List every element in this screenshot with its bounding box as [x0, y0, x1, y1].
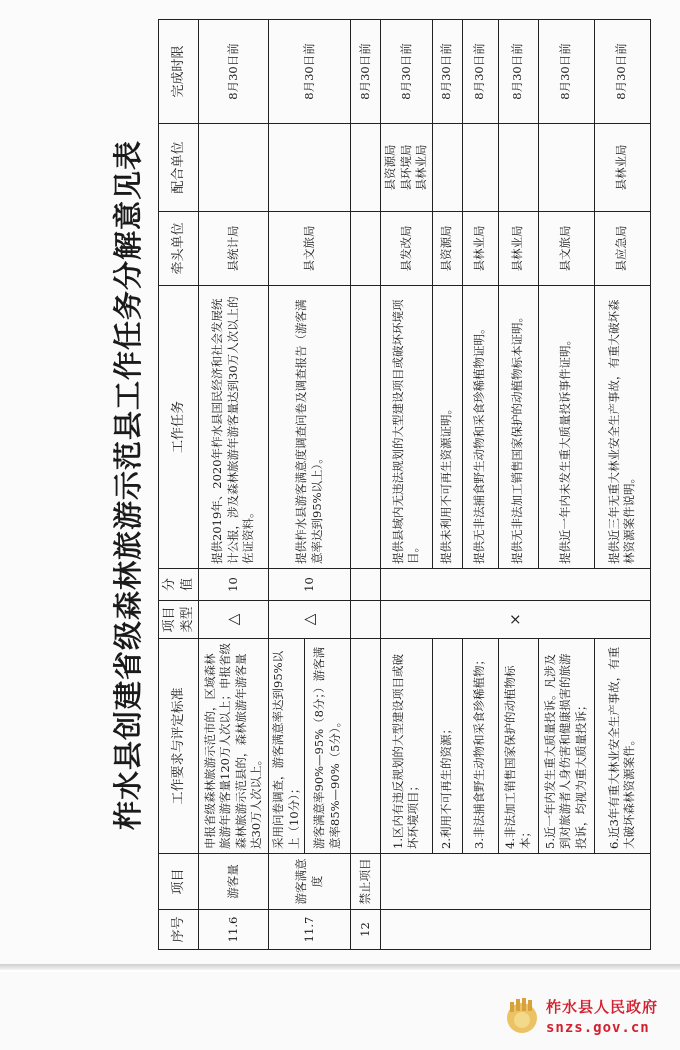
cell-requirement: 6.近3年有重大林业安全生产事故，有重大破坏森林资源案件。: [594, 639, 650, 854]
cell-deadline: 8月30日前: [199, 20, 269, 124]
task-table: [158, 19, 651, 950]
cell-task: 提供柞水县游客满意度调查问卷及调查报告（游客满意率达到95%以上）。: [269, 286, 351, 569]
header-task: 工作任务: [159, 286, 199, 569]
cell-requirement: 申报省级森林旅游示范市的，区域森林旅游年游客量120万人次以上；申报省级森林旅游示范县的，森林旅游年游客量达30万人次以上。: [199, 639, 269, 854]
cell-no: 11.7: [269, 910, 351, 950]
table-row: [351, 20, 381, 950]
cell-task: 提供近三年无重大林业安全生产事故，有重大破坏森林资源案件说明。: [594, 286, 650, 569]
cell-lead: 县发改局: [381, 212, 433, 286]
cell-item: 禁止项目: [351, 854, 381, 910]
cell-coop: [351, 124, 381, 212]
cell-lead: [351, 212, 381, 286]
cell-type: [351, 601, 381, 639]
header-type: 项目类型: [159, 601, 199, 639]
cell-item-empty: [381, 854, 651, 910]
cell-coop: [199, 124, 269, 212]
cell-lead: 县应急局: [594, 212, 650, 286]
watermark-url: snzs.gov.cn: [546, 1020, 650, 1036]
cell-task: 提供县域内无违法规划的大型建设项目或破坏环境项目。: [381, 286, 433, 569]
header-item: 项目: [159, 854, 199, 910]
cell-score: 10: [269, 569, 351, 601]
table-row: [538, 20, 594, 950]
table-header-row: [159, 20, 199, 950]
cell-deadline: 8月30日前: [351, 20, 381, 124]
cell-deadline: 8月30日前: [594, 20, 650, 124]
cell-requirement: 游客满意率90%—95%（8分；）游客满意率85%—90%（5分）。: [305, 639, 351, 854]
cell-requirement: 4.非法加工销售国家保护的动植物标本；: [498, 639, 538, 854]
header-lead: 牵头单位: [159, 212, 199, 286]
cell-deadline: 8月30日前: [498, 20, 538, 124]
cell-coop: [432, 124, 462, 212]
cell-type: ×: [381, 601, 651, 639]
cell-deadline: 8月30日前: [269, 20, 351, 124]
cell-task: 提供近一年内未发生重大质量投诉事件证明。: [538, 286, 594, 569]
cell-item: 游客量: [199, 854, 269, 910]
cell-item: 游客满意度: [269, 854, 351, 910]
cell-type: △: [199, 601, 269, 639]
cell-type: △: [269, 601, 351, 639]
table-row: [498, 20, 538, 950]
header-score: 分值: [159, 569, 199, 601]
cell-lead: 县统计局: [199, 212, 269, 286]
cell-lead: 县林业局: [462, 212, 498, 286]
cell-score: 10: [199, 569, 269, 601]
cell-deadline: 8月30日前: [538, 20, 594, 124]
header-coop: 配合单位: [159, 124, 199, 212]
cell-task: 提供未利用不可再生资源证明。: [432, 286, 462, 569]
cell-requirement: 2.利用不可再生的资源；: [432, 639, 462, 854]
cell-task: 提供无非法捕食野生动物和采食珍稀植物证明。: [462, 286, 498, 569]
cell-coop: [498, 124, 538, 212]
cell-task: [351, 286, 381, 569]
cell-requirement: 5.近一年内发生重大质量投诉。凡涉及到对旅游者人身伤害和健康损害的旅游投诉，均视为重大质量投诉；: [538, 639, 594, 854]
cell-no: 11.6: [199, 910, 269, 950]
cell-requirement: 1.区内有违反规划的大型建设项目或破坏环境项目；: [381, 639, 433, 854]
header-deadline: 完成时限: [159, 20, 199, 124]
table-row: [594, 20, 650, 950]
table-row: [269, 20, 305, 950]
header-no: 序号: [159, 910, 199, 950]
document-title: 柞水县创建省级森林旅游示范县工作任务分解意见表: [111, 140, 145, 831]
cell-no-empty: [381, 910, 651, 950]
cell-coop: 县资源局 县环境局 县林业局: [381, 124, 433, 212]
cell-lead: 县林业局: [498, 212, 538, 286]
watermark-name: 柞水县人民政府: [546, 998, 659, 1016]
cell-deadline: 8月30日前: [381, 20, 433, 124]
cell-coop: 县林业局: [594, 124, 650, 212]
cell-requirement: [351, 639, 381, 854]
table-row: [432, 20, 462, 950]
rotated-table-container: [110, 20, 680, 950]
page-separator: [0, 964, 680, 970]
cell-deadline: 8月30日前: [432, 20, 462, 124]
cell-lead: 县资源局: [432, 212, 462, 286]
cell-coop: [538, 124, 594, 212]
cell-lead: 县文旅局: [538, 212, 594, 286]
cell-no: 12: [351, 910, 381, 950]
cell-task: 提供无非法加工销售国家保护的动植物标本证明。: [498, 286, 538, 569]
government-seal-icon: [504, 996, 540, 1036]
cell-requirement: 3.非法捕食野生动物和采食珍稀植物；: [462, 639, 498, 854]
header-requirement: 工作要求与评定标准: [159, 639, 199, 854]
table-row: [381, 20, 433, 950]
cell-deadline: 8月30日前: [462, 20, 498, 124]
table-row: [462, 20, 498, 950]
cell-coop: [462, 124, 498, 212]
cell-score-empty: [381, 569, 651, 601]
cell-score: [351, 569, 381, 601]
cell-coop: [269, 124, 351, 212]
cell-lead: 县文旅局: [269, 212, 351, 286]
cell-requirement: 采用问卷调查，游客满意率达到95%以上（10分）；: [269, 639, 305, 854]
table-row: [199, 20, 269, 950]
cell-task: 提供2019年、2020年柞水县国民经济和社会发展统计公报，涉及森林旅游年游客量达到30万人次以上的佐证资料。: [199, 286, 269, 569]
